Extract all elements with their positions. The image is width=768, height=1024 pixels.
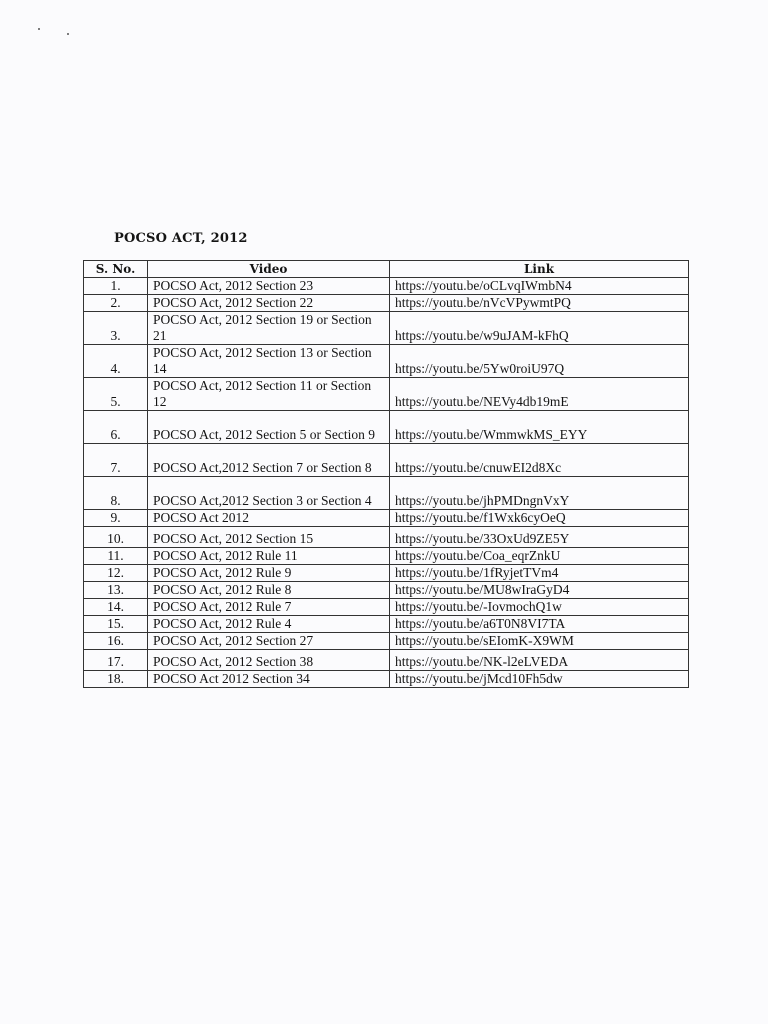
row-sno: 6.	[84, 411, 148, 444]
row-sno: 16.	[84, 633, 148, 650]
row-video: POCSO Act, 2012 Rule 8	[148, 582, 390, 599]
table-row	[84, 599, 689, 616]
row-sno: 8.	[84, 477, 148, 510]
table-row	[84, 278, 689, 295]
row-link[interactable]: https://youtu.be/oCLvqIWmbN4	[390, 278, 689, 295]
row-link[interactable]: https://youtu.be/cnuwEI2d8Xc	[390, 444, 689, 477]
row-sno: 5.	[84, 378, 148, 411]
row-link[interactable]: https://youtu.be/Coa_eqrZnkU	[390, 548, 689, 565]
header-video: Video	[148, 261, 390, 278]
row-link[interactable]: https://youtu.be/jhPMDngnVxY	[390, 477, 689, 510]
row-sno: 18.	[84, 671, 148, 688]
table-row	[84, 671, 689, 688]
row-sno: 9.	[84, 510, 148, 527]
table-header-row	[84, 261, 689, 278]
row-link[interactable]: https://youtu.be/1fRyjetTVm4	[390, 565, 689, 582]
row-video: POCSO Act, 2012 Rule 4	[148, 616, 390, 633]
table-row	[84, 477, 689, 510]
table-row	[84, 510, 689, 527]
row-video: POCSO Act, 2012 Section 22	[148, 295, 390, 312]
row-link[interactable]: https://youtu.be/jMcd10Fh5dw	[390, 671, 689, 688]
row-link[interactable]: https://youtu.be/MU8wIraGyD4	[390, 582, 689, 599]
row-sno: 10.	[84, 527, 148, 548]
table-row	[84, 345, 689, 378]
row-sno: 15.	[84, 616, 148, 633]
row-video: POCSO Act, 2012 Section 13 or Section 14	[148, 345, 390, 378]
row-sno: 4.	[84, 345, 148, 378]
header-link: Link	[390, 261, 689, 278]
scan-speck	[38, 28, 40, 30]
table-row	[84, 548, 689, 565]
document-title: POCSO ACT, 2012	[114, 231, 248, 246]
row-sno: 13.	[84, 582, 148, 599]
row-video: POCSO Act, 2012 Section 5 or Section 9	[148, 411, 390, 444]
row-link[interactable]: https://youtu.be/a6T0N8VI7TA	[390, 616, 689, 633]
table-row	[84, 444, 689, 477]
row-video: POCSO Act,2012 Section 7 or Section 8	[148, 444, 390, 477]
row-link[interactable]: https://youtu.be/nVcVPywmtPQ	[390, 295, 689, 312]
video-links-table	[83, 260, 689, 688]
table-row	[84, 527, 689, 548]
row-video: POCSO Act, 2012 Section 19 or Section 21	[148, 312, 390, 345]
row-sno: 17.	[84, 650, 148, 671]
row-link[interactable]: https://youtu.be/NK-l2eLVEDA	[390, 650, 689, 671]
row-sno: 12.	[84, 565, 148, 582]
table-row	[84, 378, 689, 411]
row-video: POCSO Act, 2012 Rule 7	[148, 599, 390, 616]
row-link[interactable]: https://youtu.be/WmmwkMS_EYY	[390, 411, 689, 444]
row-video: POCSO Act, 2012 Section 11 or Section 12	[148, 378, 390, 411]
row-video: POCSO Act, 2012 Rule 11	[148, 548, 390, 565]
row-link[interactable]: https://youtu.be/5Yw0roiU97Q	[390, 345, 689, 378]
row-video: POCSO Act 2012 Section 34	[148, 671, 390, 688]
row-sno: 2.	[84, 295, 148, 312]
row-link[interactable]: https://youtu.be/NEVy4db19mE	[390, 378, 689, 411]
row-link[interactable]: https://youtu.be/sEIomK-X9WM	[390, 633, 689, 650]
table-row	[84, 650, 689, 671]
row-video: POCSO Act, 2012 Section 38	[148, 650, 390, 671]
row-sno: 11.	[84, 548, 148, 565]
row-video: POCSO Act, 2012 Section 15	[148, 527, 390, 548]
row-video: POCSO Act,2012 Section 3 or Section 4	[148, 477, 390, 510]
table-row	[84, 565, 689, 582]
row-video: POCSO Act, 2012 Section 23	[148, 278, 390, 295]
row-link[interactable]: https://youtu.be/w9uJAM-kFhQ	[390, 312, 689, 345]
table-row	[84, 312, 689, 345]
table-row	[84, 616, 689, 633]
row-sno: 14.	[84, 599, 148, 616]
header-sno: S. No.	[84, 261, 148, 278]
scan-speck	[67, 33, 69, 35]
row-sno: 7.	[84, 444, 148, 477]
row-link[interactable]: https://youtu.be/f1Wxk6cyOeQ	[390, 510, 689, 527]
row-link[interactable]: https://youtu.be/33OxUd9ZE5Y	[390, 527, 689, 548]
row-sno: 3.	[84, 312, 148, 345]
row-video: POCSO Act, 2012 Section 27	[148, 633, 390, 650]
row-video: POCSO Act, 2012 Rule 9	[148, 565, 390, 582]
table-row	[84, 295, 689, 312]
table-row	[84, 582, 689, 599]
row-link[interactable]: https://youtu.be/-IovmochQ1w	[390, 599, 689, 616]
row-video: POCSO Act 2012	[148, 510, 390, 527]
row-sno: 1.	[84, 278, 148, 295]
table-row	[84, 411, 689, 444]
table-row	[84, 633, 689, 650]
